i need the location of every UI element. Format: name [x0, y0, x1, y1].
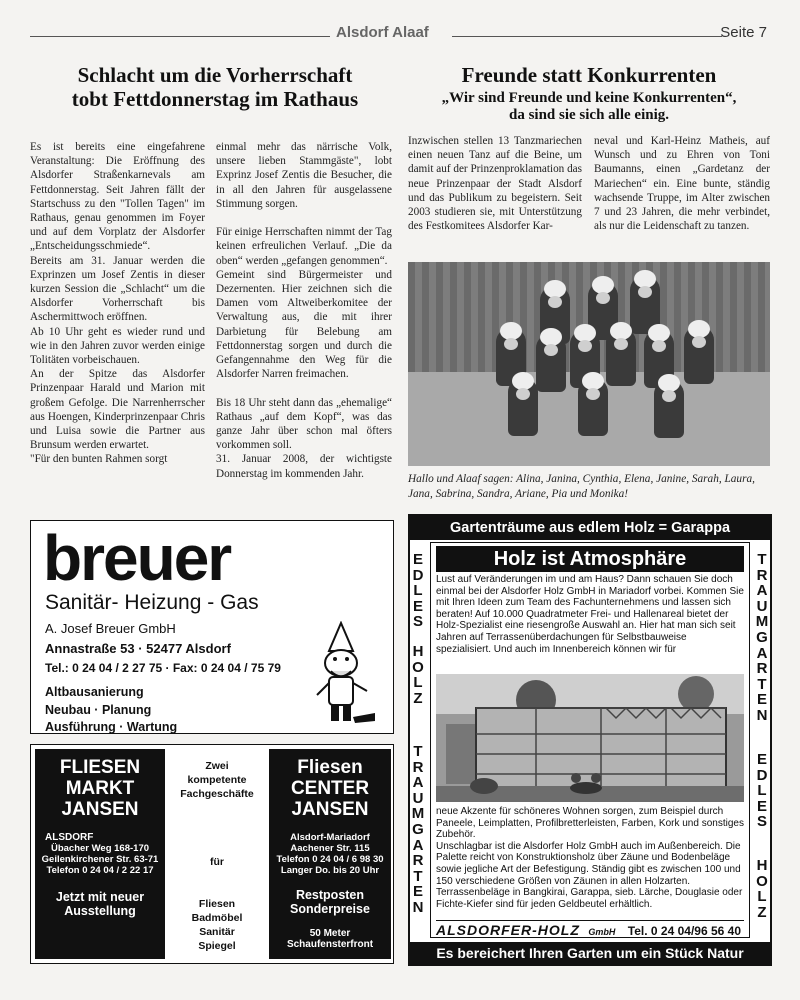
- breuer-ad: [30, 520, 394, 734]
- holz-top-banner: Gartenträume aus edlem Holz = Garappa: [410, 516, 770, 540]
- breuer-service-1: Altbausanierung: [45, 685, 144, 699]
- article-right-column-1: Inzwischen stellen 13 Tanzmariechen einen neuen Tanz auf die Beine, um damit auf der Prinzenproklamation das neue Prinzenpaar der Stadt Alsdorf und das Publikum zu begeistern. Seit 2003 studieren sie, mit Unterstützung des Festkomitees Alsdorfer Kar-: [408, 135, 582, 233]
- fliesen-product: Sanitär: [199, 926, 235, 938]
- fliesen-center-address: Aachener Str. 115: [290, 843, 370, 854]
- plumber-mascot-icon: [313, 621, 377, 731]
- holz-vertical-left-mid: H O L Z: [412, 643, 424, 707]
- breuer-phone: Tel.: 0 24 04 / 2 27 75 · Fax: 0 24 04 / 75 79: [45, 661, 281, 675]
- fliesen-markt-line-3: JANSEN: [61, 799, 139, 820]
- article-right-title: Freunde statt Konkurrenten: [461, 63, 717, 87]
- fliesen-markt-address-2: Geilenkirchener Str. 63-71: [41, 854, 159, 865]
- dancer-figure: [508, 378, 538, 436]
- article-left-column-1: Es ist bereits eine eingefahrene Veranstaltung: Die Eröffnung des Alsdorfer Straßenkarnevals am Fettdonnerstag. Seit Jahren fällt der Startschuss zu den "Tollen Tagen" im Rathaus, genau genommen im Foyer und auf dem Vorplatz der Alsdorfer „Entscheidungsschmiede“. Bereits am 31. Januar werden die Exprinzen um Josef Zentis in dieser kurzen Session die „Schlacht“ um die Alsdorfer Vorherrschaft bis Aschermittwoch eröffnen. Ab 10 Uhr geht es wieder rund und wie in den Jahren zuvor werden einige Tolitäten vorbeischauen. An der Spitze das Alsdorfer Prinzenpaar Harald und Marion mit großem Gefolge. Die Narrenherrscher aus Hoengen, Kinderprinzenpaar Chris und Luisa sowie die Partner aus Brunsum werden erwartet. "Für den bunten Rahmen sorgt: [30, 141, 205, 466]
- fliesen-ad: [30, 744, 394, 964]
- dancer-figure: [684, 326, 714, 384]
- publication-title: Alsdorf Alaaf: [336, 24, 429, 41]
- article-left-column-2: einmal mehr das närrische Volk, unsere lieben Stammgäste", lobt Exprinz Josef Zentis die Besucher, die in all den Jahren für ausgelassene Stimmung sorgen. Für einige Herrschaften nimmt der Tag keinen erfreulichen Verlauf. „Die da oben“ werden „gefangen genommen“. Gemeint sind Bürgermeister und Dezernenten. Hier zeichnen sich die Damen vom Altweiberkomitee der Verwaltung aus, die mit ihrer Darbietung für Belebung am Fettdonnerstag sorgen und durch die Gefangennahme den Weg für die Alsdorfer Narren freimachen. Bis 18 Uhr steht dann das „ehemalige“ Rathaus „auf dem Kopf“, was das ganze Jahr über schon mal öfters vorkommen soll. 31. Januar 2008, der wichtigste Donnerstag im kommenden Jahr.: [216, 141, 392, 480]
- fliesen-markt-address-1: Übacher Weg 168-170: [50, 843, 150, 854]
- photo-caption: Hallo und Alaaf sagen: Alina, Janina, Cynthia, Elena, Janine, Sarah, Laura, Jana, Sabrina, Sandra, Ariane, Pia und Monika!: [408, 473, 755, 500]
- breuer-service-3: Ausführung · Wartung: [45, 720, 178, 734]
- fliesen-center-promo-1: Restposten: [295, 888, 365, 902]
- fliesen-center-front-1: 50 Meter: [309, 928, 351, 939]
- fliesen-product: Fliesen: [198, 898, 236, 910]
- dancer-figure: [606, 328, 636, 386]
- fliesen-middle-line-3: Fachgeschäfte: [180, 788, 254, 800]
- breuer-service-2: Neubau · Planung: [45, 703, 152, 717]
- fliesen-markt-city: ALSDORF: [45, 832, 94, 843]
- holz-headline: Holz ist Atmosphäre: [436, 546, 744, 572]
- dancer-figure: [654, 380, 684, 438]
- fliesen-center-city: Alsdorf-Mariadorf: [290, 832, 370, 843]
- fliesen-middle: [171, 749, 263, 959]
- holz-vertical-left-top: E D L E S: [412, 551, 424, 631]
- holz-footer-phone: Tel. 0 24 04/96 56 40: [627, 924, 741, 938]
- fliesen-center-front-2: Schaufensterfront: [286, 939, 374, 950]
- fliesen-product: Spiegel: [198, 940, 236, 952]
- holz-vertical-right-mid: E D L E S: [756, 751, 768, 831]
- holz-ad: [408, 514, 772, 966]
- fliesen-markt-panel: [35, 749, 165, 959]
- fliesen-middle-line-1: Zwei: [205, 760, 229, 772]
- holz-vertical-left-bottom: T R A U M G A R T E N: [411, 743, 425, 916]
- header-rule-left: [30, 36, 330, 37]
- dancer-figure: [578, 378, 608, 436]
- breuer-tagline: Sanitär- Heizung - Gas: [45, 591, 259, 614]
- fliesen-markt-phone: Telefon 0 24 04 / 2 22 17: [46, 865, 154, 876]
- fliesen-markt-promo-1: Jetzt mit neuer: [55, 890, 145, 904]
- breuer-company: A. Josef Breuer GmbH: [45, 621, 176, 636]
- dancer-figure: [536, 334, 566, 392]
- fliesen-center-phone: Telefon 0 24 04 / 6 98 30: [276, 854, 384, 865]
- fliesen-center-line-1: Fliesen: [297, 757, 363, 778]
- fliesen-center-hours: Langer Do. bis 20 Uhr: [280, 865, 380, 876]
- breuer-address: Annastraße 53 · 52477 Alsdorf: [45, 641, 231, 656]
- article-left-title-2: tobt Fettdonnerstag im Rathaus: [71, 87, 359, 111]
- article-right-subtitle-1: „Wir sind Freunde und keine Konkurrenten“,: [441, 90, 737, 106]
- fliesen-middle-line-2: kompetente: [187, 774, 247, 786]
- fence-garden-photo: [436, 674, 744, 802]
- fliesen-center-panel: [269, 749, 391, 959]
- fliesen-markt-line-2: MARKT: [65, 778, 135, 799]
- holz-footer-company: ALSDORFER-HOLZ: [436, 922, 580, 938]
- fliesen-markt-promo-2: Ausstellung: [64, 904, 136, 918]
- article-right-column-2: neval und Karl-Heinz Matheis, auf Wunsch und zu Ehren von Toni Baumanns, einen „Gardetanz der Mariechen“ ein. Eine bunte, ständig wachsende Truppe, im Alter zwischen 7 und 23 Jahren, die mehr verbindet, als nur die Leidenschaft zu tanzen.: [594, 135, 770, 233]
- page-number: Seite 7: [720, 24, 767, 41]
- fliesen-center-line-3: JANSEN: [291, 799, 369, 820]
- article-right-subtitle-2: da sind sie sich alle einig.: [508, 107, 670, 123]
- fliesen-center-line-2: CENTER: [290, 778, 370, 799]
- holz-footer: [436, 920, 744, 938]
- fliesen-product: Badmöbel: [191, 912, 243, 924]
- fliesen-markt-line-1: FLIESEN: [59, 757, 141, 778]
- holz-body: neue Akzente für schöneres Wohnen sorgen, zum Beispiel durch Paneele, Leimplatten, Profilbretterleisten, Farben, Kork und sonstiges Zubehör. Unschlagbar ist die Alsdorfer Holz GmbH auch im Außenbereich. Die Palette reicht von Konstruktionsholz über Zäune und Bodenbeläge sowie jegliche Art der Befestigung. Ständig gibt es zwischen 100 und 150 verschiedene Größen von Zäunen in allen Holzarten. Terrassenbeläge in Bangkirai, Garappa, sieb. Lärche, Douglasie oder Fichte-Kiefer sind für jeden Geldbeutel erhältlich.: [436, 806, 744, 910]
- article-left-title-1: Schlacht um die Vorherrschaft: [77, 63, 353, 87]
- header-rule-right: [452, 36, 722, 37]
- breuer-logo: breuer: [43, 522, 231, 594]
- holz-vertical-right-bottom: H O L Z: [756, 857, 768, 921]
- holz-vertical-right-top: T R A U M G A R T E N: [755, 551, 769, 724]
- fliesen-middle-fuer: für: [210, 856, 224, 868]
- dance-group-photo: [408, 262, 770, 466]
- holz-intro: Lust auf Veränderungen im und am Haus? Dann schauen Sie doch einmal bei der Alsdorfer Holz GmbH in Mariadorf vorbei. Kommen Sie mit Ihren Ideen zum Team des Fachunternehmens und lassen sich beraten! Auf 10.000 Quadratmeter Frei- und Hallenareal bietet der Holz-Spezialist eine riesengroße Auswahl an. Hier hat man sich seit Jahren auf Terrassenüberdachungen für Selbstbauweise spezialisiert. Und auch im Innenbereich können wir für: [436, 574, 744, 655]
- fliesen-center-promo-2: Sonderpreise: [290, 902, 370, 916]
- holz-bottom-banner: Es bereichert Ihren Garten um ein Stück Natur: [410, 942, 770, 964]
- holz-footer-gmbh: GmbH: [588, 927, 616, 937]
